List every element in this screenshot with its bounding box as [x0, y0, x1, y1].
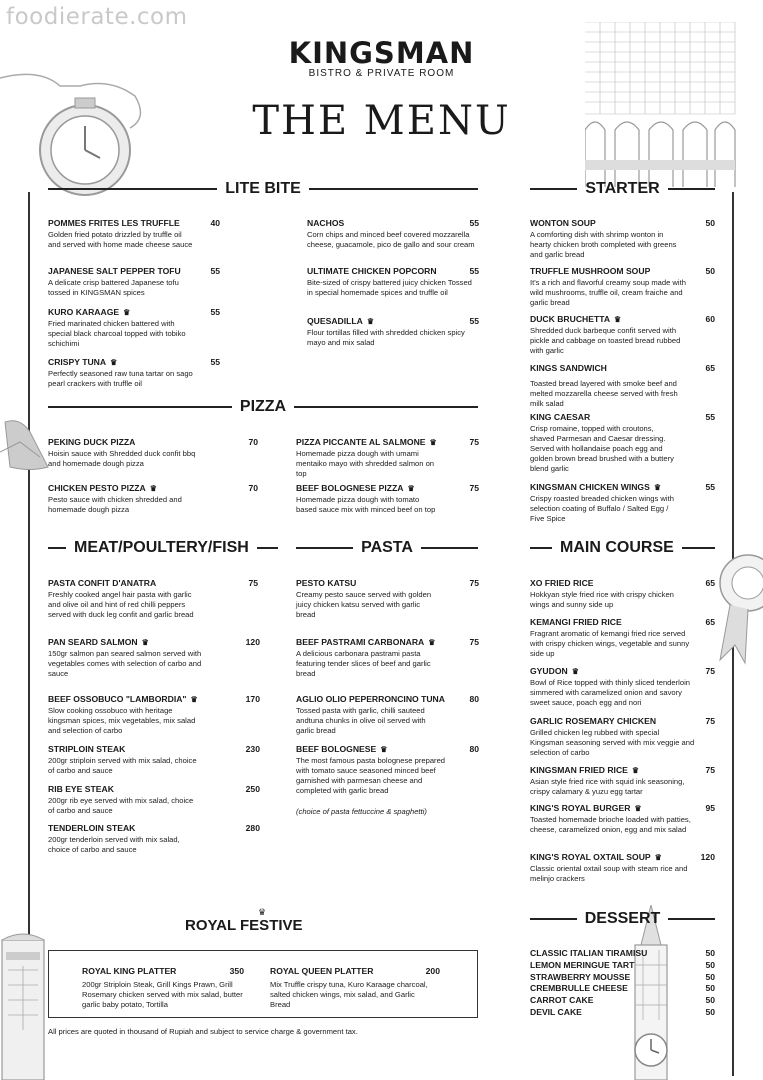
item-description: 200gr striploin served with mix salad, choice of carbo and sauce — [48, 756, 197, 775]
item-name: KING'S ROYAL OXTAIL SOUP — [530, 852, 651, 862]
item-description: Fried marinated chicken battered with special black charcoal topped with tobiko schichimi — [48, 319, 186, 348]
item-price: 65 — [705, 578, 715, 588]
item-name: CARROT CAKE — [530, 995, 594, 1006]
item-description: Crisp romaine, topped with croutons, shaved Parmesan and Caesar dressing. Served with hollandaise poach egg and golden brown bread brushed with a buttery blend garlic — [530, 424, 674, 473]
item-description: Hoisin sauce with Shredded duck confit bbq and homemade dough pizza — [48, 449, 196, 468]
item-price: 75 — [705, 666, 715, 676]
item-description: Homemade pizza dough with umami mentaiko mayo with shredded salmon on top — [296, 449, 435, 478]
item-name: BEEF PASTRAMI CARBONARA — [296, 637, 425, 647]
item-description: Slow cooking ossobuco with heritage kingsman spices, mix vegetables, mix salad and selection of carbo — [48, 706, 196, 735]
item-name: CREMBRULLE CHEESE — [530, 983, 628, 994]
item-name: CHICKEN PESTO PIZZA — [48, 483, 146, 493]
item-price: 75 — [469, 483, 479, 493]
item-price: 120 — [700, 852, 715, 862]
item-name: KINGSMAN FRIED RICE — [530, 765, 628, 775]
list-item — [530, 972, 715, 984]
menu-item — [307, 266, 479, 298]
item-description: It's a rich and flavorful creamy soup made with wild mushrooms, truffle oil, cream fraiche and garlic bread — [530, 278, 686, 307]
menu-item — [530, 314, 715, 356]
list-item — [530, 960, 715, 972]
item-price: 350 — [229, 966, 244, 976]
brand-subtitle: BISTRO & PRIVATE ROOM — [308, 68, 455, 79]
item-price: 50 — [705, 266, 715, 276]
menu-item — [530, 666, 715, 708]
watermark: foodierate.com — [6, 4, 188, 30]
item-description: Fragrant aromatic of kemangi fried rice served with crispy chicken wings, vegetable and sunny side up — [530, 629, 690, 658]
item-name: JAPANESE SALT PEPPER TOFU — [48, 266, 181, 276]
item-price: 50 — [705, 218, 715, 228]
item-price: 65 — [705, 617, 715, 627]
crown-icon: ♛ — [654, 853, 662, 862]
item-description: 200gr tenderloin served with mix salad, choice of carbo and sauce — [48, 835, 180, 854]
item-description: Perfectly seasoned raw tuna tartar on sago pearl crackers with truffle oil — [48, 369, 193, 388]
item-name: DUCK BRUCHETTA — [530, 314, 611, 324]
menu-item — [48, 694, 260, 736]
item-price: 80 — [469, 694, 479, 704]
item-description: Toasted bread layered with smoke beef and melted mozzarella cheese served with fresh milk salad — [530, 379, 678, 408]
menu-item — [296, 637, 479, 679]
item-description: Toasted homemade brioche loaded with patties, cheese, caramelized onion, egg and mix salad — [530, 815, 691, 834]
item-price: 80 — [469, 744, 479, 754]
item-description: 150gr salmon pan seared salmon served with vegetables comes with selection of carbo and sauce — [48, 649, 202, 678]
menu-item — [48, 266, 220, 298]
menu-item — [48, 483, 258, 515]
item-price: 50 — [705, 948, 715, 958]
menu-item — [530, 617, 715, 659]
list-item — [530, 983, 715, 995]
item-description: Mix Truffle crispy tuna, Kuro Karaage charcoal, salted chicken wings, mix salad, and Garlic Bread — [270, 980, 428, 1009]
menu-item — [82, 966, 244, 1010]
menu-item — [270, 966, 440, 1010]
crown-icon: ♛ — [123, 308, 131, 317]
item-name: PESTO KATSU — [296, 578, 357, 588]
item-price: 250 — [245, 784, 260, 794]
menu-item — [296, 437, 479, 479]
menu-item — [530, 716, 715, 758]
item-name: ULTIMATE CHICKEN POPCORN — [307, 266, 437, 276]
item-description: Freshly cooked angel hair pasta with garlic and olive oil and hint of red chilli peppers served with duck leg confit and garlic bread — [48, 590, 194, 619]
section-title: MEAT/POULTERY/FISH — [74, 539, 249, 556]
item-description: Tossed pasta with garlic, chilli sauteed andtuna chunks in olive oil served with garlic bread — [296, 706, 426, 735]
item-name: GARLIC ROSEMARY CHICKEN — [530, 716, 657, 726]
brand-name: KINGSMAN — [288, 36, 475, 70]
item-name: KURO KARAAGE — [48, 307, 120, 317]
item-price: 50 — [705, 971, 715, 982]
item-name: AGLIO OLIO PEPERRONCINO TUNA — [296, 694, 445, 704]
menu-item — [530, 482, 715, 524]
item-description: Grilled chicken leg rubbed with special Kingsman seasoning served with mix veggie and selection of carbo — [530, 728, 695, 757]
section-title: PASTA — [361, 539, 413, 556]
item-description: Bowl of Rice topped with thinly sliced tenderloin simmered with caramelized onion and savory sweet sauce, poach egg and nori — [530, 678, 690, 707]
item-price: 70 — [248, 483, 258, 493]
item-price: 50 — [705, 1006, 715, 1017]
item-description: Pesto sauce with chicken shredded and homemade dough pizza — [48, 495, 182, 514]
crown-icon: ♛ — [428, 638, 436, 647]
item-name: STRIPLOIN STEAK — [48, 744, 126, 754]
item-description: A delicate crisp battered Japanese tofu tossed in KINGSMAN spices — [48, 278, 179, 297]
item-name: KINGS SANDWICH — [530, 363, 607, 373]
item-description: Asian style fried rice with squid ink seasoning, crispy calamary & yuzu egg tartar — [530, 777, 685, 796]
list-item — [530, 1007, 715, 1019]
menu-item — [296, 744, 479, 796]
section-meat — [48, 539, 278, 557]
menu-item — [48, 357, 220, 389]
item-name: KING CAESAR — [530, 412, 591, 422]
section-title: LITE BITE — [225, 180, 301, 197]
item-price: 65 — [705, 363, 715, 373]
item-name: ROYAL KING PLATTER — [82, 966, 177, 976]
list-item — [530, 995, 715, 1007]
menu-item — [48, 823, 260, 855]
item-price: 200 — [425, 966, 440, 976]
crown-icon: ♛ — [407, 484, 415, 493]
item-price: 75 — [469, 637, 479, 647]
menu-item — [48, 307, 220, 349]
item-price: 55 — [210, 307, 220, 317]
item-price: 75 — [705, 716, 715, 726]
section-title: DESSERT — [584, 910, 661, 927]
item-price: 280 — [245, 823, 260, 833]
item-price: 170 — [245, 694, 260, 704]
item-price: 75 — [469, 578, 479, 588]
menu-item — [530, 218, 715, 260]
item-name: PIZZA PICCANTE AL SALMONE — [296, 437, 426, 447]
item-price: 95 — [705, 803, 715, 813]
item-name: CRISPY TUNA — [48, 357, 107, 367]
item-price: 55 — [210, 266, 220, 276]
menu-item — [296, 483, 479, 515]
item-name: BEEF BOLOGNESE — [296, 744, 377, 754]
item-name: KING'S ROYAL BURGER — [530, 803, 631, 813]
item-name: POMMES FRITES LES TRUFFLE — [48, 218, 180, 228]
item-name: BEEF OSSOBUCO "LAMBORDIA" — [48, 694, 187, 704]
menu-item — [530, 578, 715, 610]
item-description: Hokkyan style fried rice with crispy chicken wings and sunny side up — [530, 590, 674, 609]
item-name: PASTA CONFIT D'ANATRA — [48, 578, 157, 588]
section-pizza — [48, 398, 478, 416]
section-royal-festive: ROYAL FESTIVE — [185, 917, 303, 934]
section-dessert — [530, 910, 715, 928]
menu-item — [296, 578, 479, 620]
item-price: 75 — [469, 437, 479, 447]
item-name: ROYAL QUEEN PLATTER — [270, 966, 374, 976]
menu-item — [48, 218, 220, 250]
dessert-list — [530, 948, 715, 1019]
item-price: 55 — [469, 266, 479, 276]
item-name: LEMON MERINGUE TART — [530, 959, 635, 970]
menu-item — [307, 218, 479, 250]
menu-item — [48, 437, 258, 469]
item-description: 200gr Striploin Steak, Grill Kings Prawn, Grill Rosemary chicken served with mix salad, butter garlic baby potato, Tortilla — [82, 980, 243, 1009]
item-name: PEKING DUCK PIZZA — [48, 437, 136, 447]
item-name: XO FRIED RICE — [530, 578, 594, 588]
item-price: 50 — [705, 995, 715, 1006]
item-name: WONTON SOUP — [530, 218, 596, 228]
section-starter — [530, 180, 715, 198]
item-description: Crispy roasted breaded chicken wings with selection coating of Buffalo / Salted Egg / Five Spice — [530, 494, 674, 523]
item-description: Golden fried potato drizzled by truffle oil and served with home made cheese sauce — [48, 230, 193, 249]
menu-item — [307, 316, 479, 348]
item-price: 70 — [248, 437, 258, 447]
item-price: 55 — [469, 218, 479, 228]
item-description: Shredded duck barbeque confit served with pickle and cabbage on toasted bread rubbed with garlic — [530, 326, 681, 355]
crown-icon: ♛ — [429, 438, 437, 447]
section-lite-bite — [48, 180, 478, 198]
item-price: 55 — [705, 412, 715, 422]
item-description: Classic oriental oxtail soup with steam rice and melinjo crackers — [530, 864, 688, 883]
item-name: PAN SEARD SALMON — [48, 637, 138, 647]
menu-item — [48, 744, 260, 776]
item-price: 50 — [705, 983, 715, 994]
menu-item — [48, 784, 260, 816]
item-price: 75 — [705, 765, 715, 775]
item-price: 120 — [245, 637, 260, 647]
section-title: PIZZA — [239, 398, 287, 415]
item-name: KEMANGI FRIED RICE — [530, 617, 622, 627]
item-description: A comforting dish with shrimp wonton in hearty chicken broth completed with greens and garlic bread — [530, 230, 677, 259]
item-price: 40 — [210, 218, 220, 228]
crown-icon: ♛ — [571, 667, 579, 676]
item-description: Creamy pesto sauce served with golden juicy chicken katsu served with garlic bread — [296, 590, 432, 619]
item-name: DEVIL CAKE — [530, 1006, 582, 1017]
menu-item — [48, 578, 258, 620]
list-item — [530, 948, 715, 960]
item-name: NACHOS — [307, 218, 345, 228]
item-description: A delicious carbonara pastrami pasta featuring tender slices of beef and garlic bread — [296, 649, 431, 678]
menu-item — [530, 266, 715, 308]
item-name: RIB EYE STEAK — [48, 784, 114, 794]
item-price: 60 — [705, 314, 715, 324]
crown-icon: ♛ — [110, 358, 118, 367]
item-price: 55 — [469, 316, 479, 326]
item-name: STRAWBERRY MOUSSE — [530, 971, 631, 982]
crown-icon: ♛ — [634, 804, 642, 813]
item-description: The most famous pasta bolognese prepared with tomato sauce seasoned minced beef garnished with parmesan cheese and completed with garlic bread — [296, 756, 446, 795]
item-name: QUESADILLA — [307, 316, 363, 326]
item-name: CLASSIC ITALIAN TIRAMISU — [530, 948, 648, 958]
section-title: STARTER — [585, 180, 660, 197]
telephone-box-illustration — [0, 930, 48, 1080]
item-description: Homemade pizza dough with tomato based sauce mix with minced beef on top — [296, 495, 436, 514]
item-price: 230 — [245, 744, 260, 754]
item-price: 75 — [248, 578, 258, 588]
item-price: 50 — [705, 959, 715, 970]
crown-icon: ♛ — [631, 766, 640, 775]
item-name: TRUFFLE MUSHROOM SOUP — [530, 266, 651, 276]
item-name: GYUDON — [530, 666, 568, 676]
crown-icon: ♛ — [141, 638, 149, 647]
menu-item — [530, 363, 715, 409]
item-description: Corn chips and minced beef covered mozzarella cheese, guacamole, pico de gallo and sour cream — [307, 230, 475, 249]
menu-item — [530, 412, 715, 474]
pasta-note: (choice of pasta fettuccine & spaghetti) — [296, 807, 427, 816]
item-name: BEEF BOLOGNESE PIZZA — [296, 483, 404, 493]
crown-icon: ♛ — [380, 745, 388, 754]
crown-icon: ♛ — [366, 317, 375, 326]
item-description: Flour tortillas filled with shredded chicken spicy mayo and mix salad — [307, 328, 465, 347]
menu-title: THE MENU — [252, 98, 511, 144]
item-price: 55 — [705, 482, 715, 492]
crown-icon: ♛ — [190, 695, 198, 704]
crown-icon: ♛ — [149, 484, 157, 493]
item-name: KINGSMAN CHICKEN WINGS — [530, 482, 650, 492]
menu-item — [530, 803, 715, 835]
crown-icon: ♛ — [258, 907, 267, 917]
section-pasta — [296, 539, 478, 557]
menu-item — [530, 852, 715, 884]
menu-item — [296, 694, 479, 736]
item-description: 200gr rib eye served with mix salad, choice of carbo and sauce — [48, 796, 194, 815]
item-description: Bite-sized of crispy battered juicy chicken Tossed in special homemade spices and truffle oil — [307, 278, 472, 297]
menu-item — [530, 765, 715, 797]
item-name: TENDERLOIN STEAK — [48, 823, 136, 833]
item-price: 55 — [210, 357, 220, 367]
section-title: MAIN COURSE — [560, 539, 674, 556]
crown-icon: ♛ — [614, 315, 622, 324]
section-main-course — [530, 539, 715, 557]
menu-item — [48, 637, 260, 679]
price-disclaimer: All prices are quoted in thousand of Rupiah and subject to service charge & government tax. — [48, 1027, 358, 1036]
crown-icon: ♛ — [653, 483, 662, 492]
